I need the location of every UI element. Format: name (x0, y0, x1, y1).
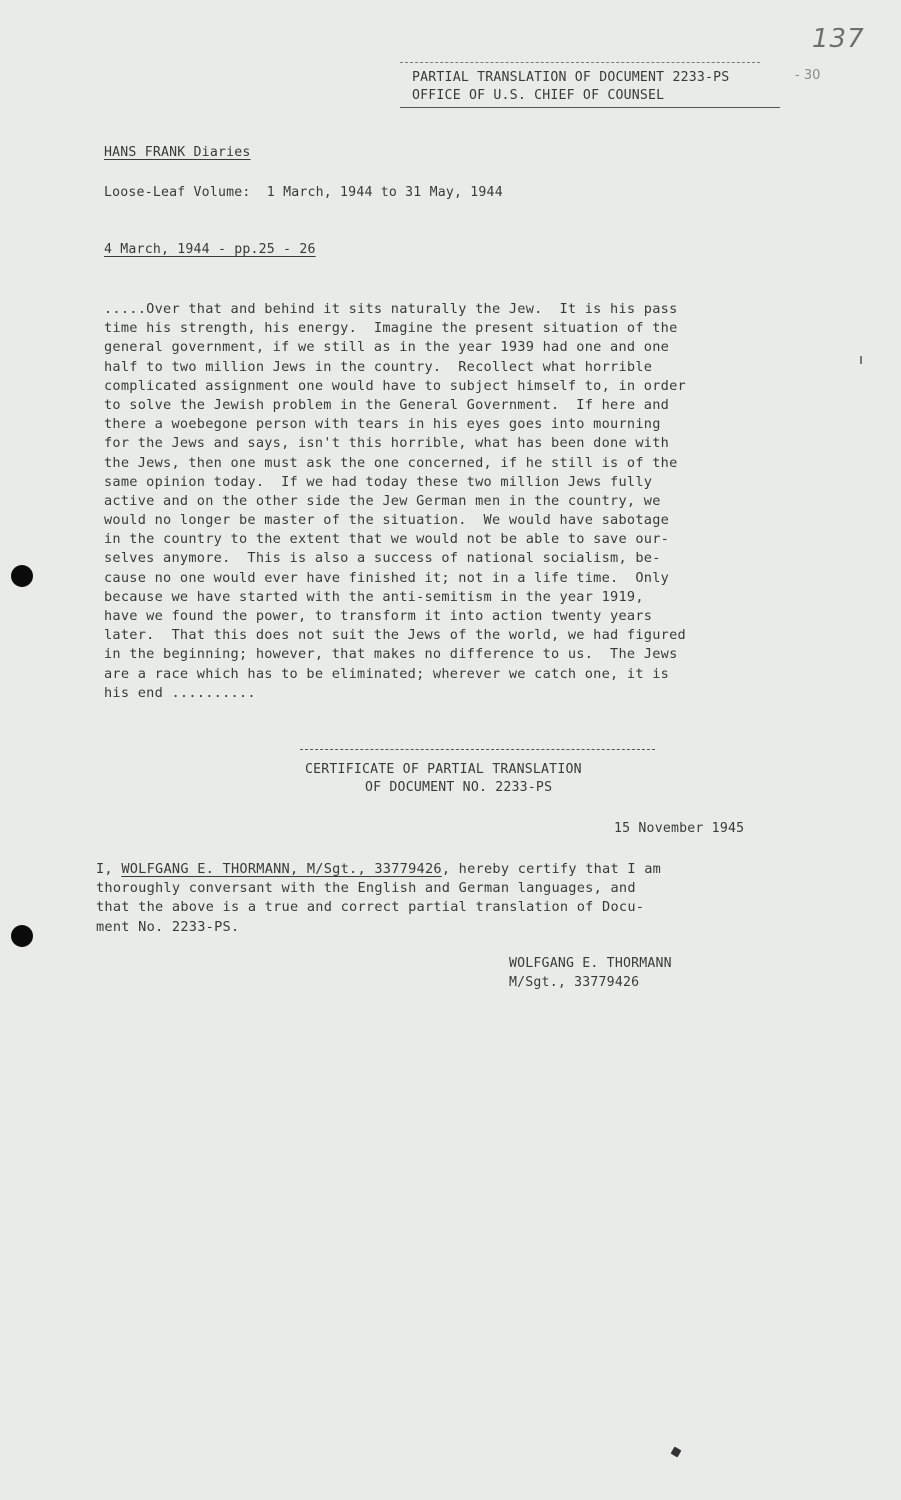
certificate-title: CERTIFICATE OF PARTIAL TRANSLATION (305, 762, 582, 777)
body-line: cause no one would ever have finished it; not in a life time. Only (104, 569, 670, 586)
body-line: general government, if we still as in the year 1939 had one and one (104, 339, 670, 356)
body-line: would no longer be master of the situation. We would have sabotage (104, 512, 670, 529)
body-line: there a woebegone person with tears in his eyes goes into mourning (104, 416, 661, 433)
body-line: the Jews, then one must ask the one concerned, if he still is of the (104, 454, 678, 471)
certificate-date: 15 November 1945 (614, 821, 745, 836)
margin-mark (860, 356, 862, 364)
body-line: to solve the Jewish problem in the General Government. If here and (104, 396, 670, 413)
body-line: his end .......... (104, 684, 256, 701)
ink-spot (671, 1447, 682, 1458)
body-line: are a race which has to be eliminated; wherever we catch one, it is (104, 665, 670, 682)
statement-line-rest: , hereby certify that I am (441, 861, 662, 877)
statement-line (96, 860, 756, 879)
header-handwritten-suffix: - 30 (795, 68, 821, 83)
body-line: later. That this does not suit the Jews of the world, we had figured (104, 627, 686, 644)
body-line: complicated assignment one would have to subject himself to, in order (104, 377, 686, 394)
body-line: time his strength, his energy. Imagine the present situation of the (104, 320, 678, 337)
body-line: half to two million Jews in the country. Recollect what horrible (104, 358, 653, 375)
header-top-rule (400, 62, 760, 63)
certificate-document-number: OF DOCUMENT NO. 2233-PS (365, 780, 553, 795)
statement-line: thoroughly conversant with the English and German languages, and (96, 880, 636, 897)
statement-line: that the above is a true and correct partial translation of Docu- (96, 899, 645, 916)
body-line: .....Over that and behind it sits naturally the Jew. It is his pass (104, 301, 678, 317)
source-title: HANS FRANK Diaries (104, 145, 251, 160)
statement-line: ment No. 2233-PS. (96, 918, 240, 935)
signature-rank: M/Sgt., 33779426 (509, 975, 640, 990)
body-line: in the country to the extent that we would not be able to save our- (104, 531, 670, 548)
header-bottom-rule (400, 107, 780, 108)
punch-hole (11, 925, 33, 947)
body-line: selves anymore. This is also a success of national socialism, be- (104, 550, 661, 567)
body-line: for the Jews and says, isn't this horrible, what has been done with (104, 435, 670, 452)
translator-name-underlined: WOLFGANG E. THORMANN, M/Sgt., 33779426 (121, 861, 442, 877)
translation-body (104, 300, 774, 703)
handwritten-page-number: 137 (812, 24, 865, 54)
body-line: because we have started with the anti-semitism in the year 1919, (104, 588, 644, 605)
body-line: active and on the other side the Jew German men in the country, we (104, 492, 661, 509)
section-divider (300, 749, 655, 750)
entry-date: 4 March, 1944 - pp.25 - 26 (104, 242, 316, 257)
body-line: in the beginning; however, that makes no difference to us. The Jews (104, 646, 678, 663)
body-line: same opinion today. If we had today these two million Jews fully (104, 473, 653, 490)
statement-prefix: I, (96, 861, 122, 877)
source-volume: Loose-Leaf Volume: 1 March, 1944 to 31 May, 1944 (104, 185, 503, 200)
signature-name: WOLFGANG E. THORMANN (509, 956, 672, 971)
header-office: OFFICE OF U.S. CHIEF OF COUNSEL (412, 88, 665, 103)
certificate-statement (96, 860, 756, 937)
punch-hole (11, 565, 33, 587)
header-title: PARTIAL TRANSLATION OF DOCUMENT 2233-PS (412, 70, 730, 85)
body-line: have we found the power, to transform it into action twenty years (104, 608, 653, 624)
